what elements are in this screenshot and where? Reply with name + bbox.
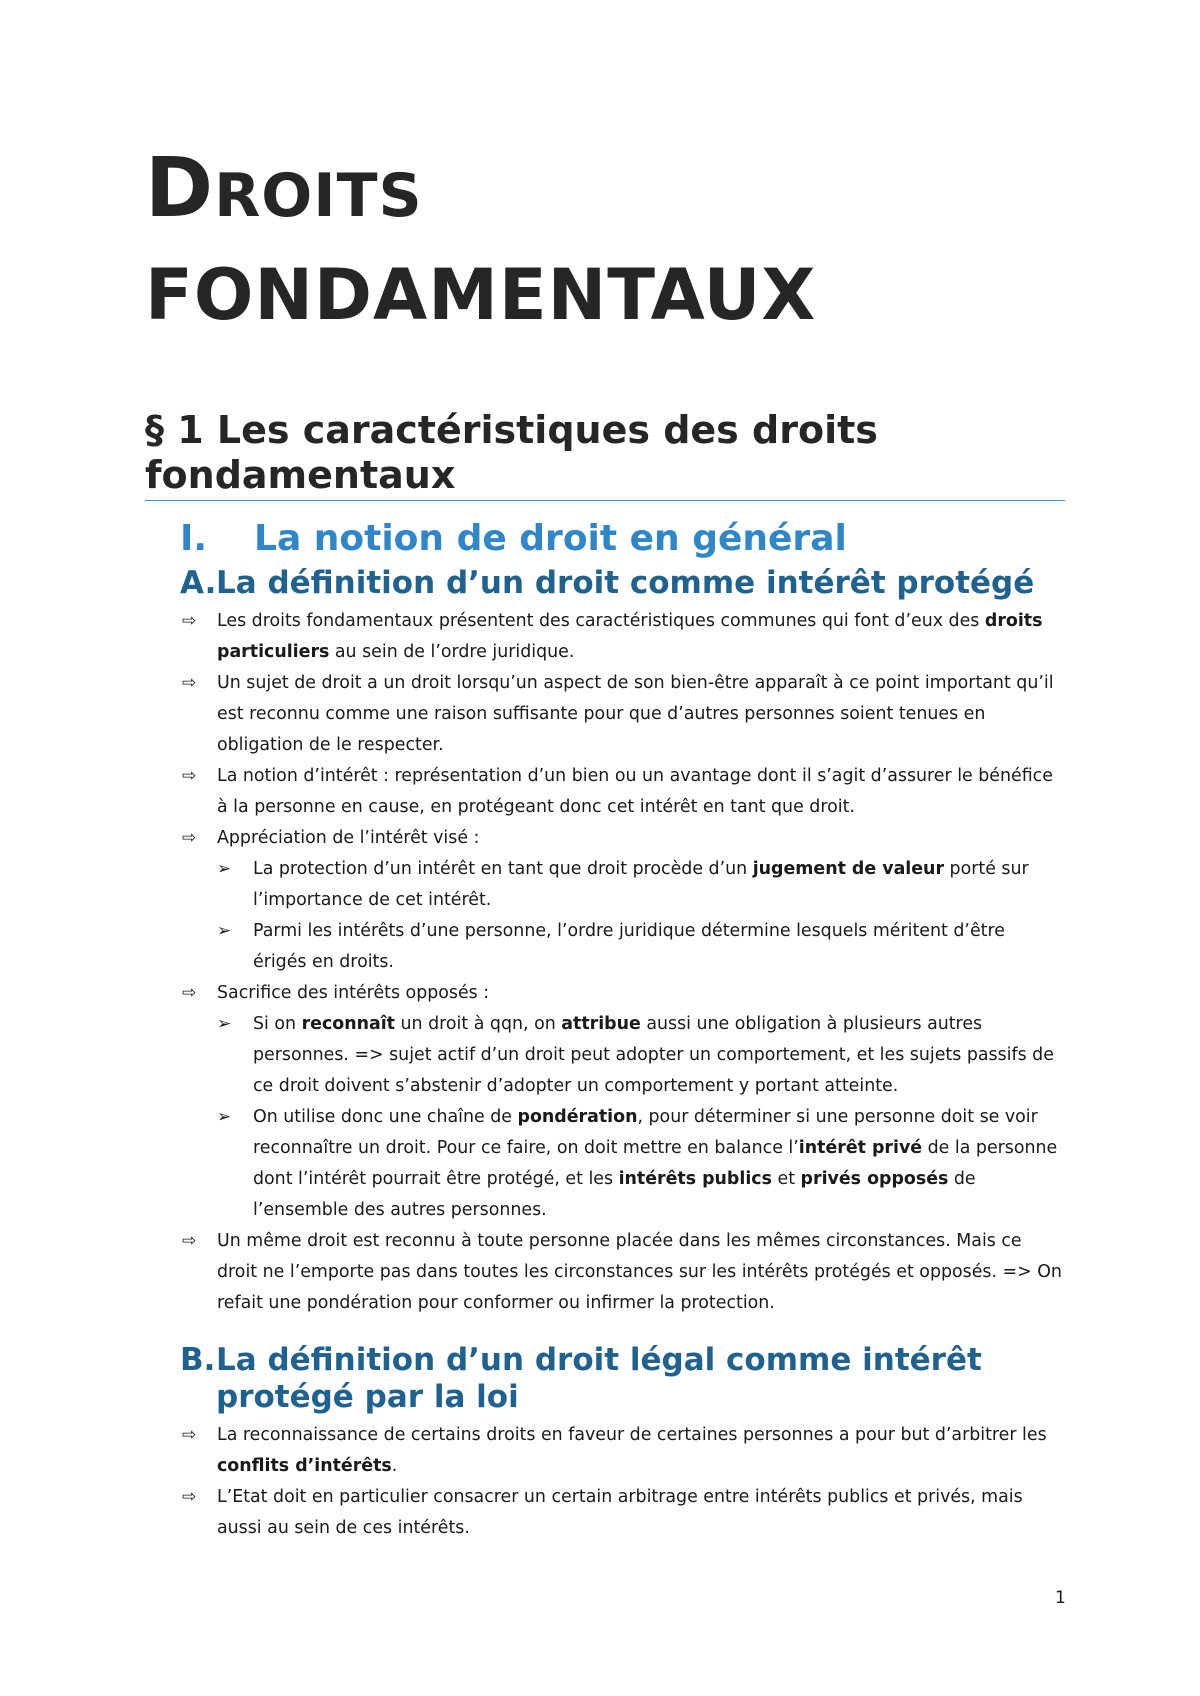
outline-arrow-right-icon: ⇨: [182, 983, 197, 1003]
outline-arrow-right-icon: ⇨: [182, 611, 197, 631]
list-item: ⇨ L’Etat doit en particulier consacrer un certain arbitrage entre intérêts publics et privés, mais aussi au sein de ces intérêts.: [182, 1482, 1062, 1544]
outline-arrow-right-icon: ⇨: [182, 673, 197, 693]
heading-part-I: I. La notion de droit en général: [180, 518, 847, 559]
filled-arrowhead-icon: ➢: [217, 1107, 232, 1127]
sub-list-item: ➢ La protection d’un intérêt en tant que droit procède d’un jugement de valeur porté sur l’importance de cet intérêt.: [217, 854, 1062, 916]
heading-part-B: B.La définition d’un droit légal comme intérêt protégé par la loi: [180, 1342, 982, 1415]
outline-arrow-right-icon: ⇨: [182, 1231, 197, 1251]
outline-arrow-right-icon: ⇨: [182, 1425, 197, 1445]
page-number: 1: [1055, 1588, 1066, 1608]
outline-arrow-right-icon: ⇨: [182, 766, 197, 786]
list-item: ⇨ La reconnaissance de certains droits en faveur de certaines personnes a pour but d’arbitrer les conflits d’intérêts.: [182, 1420, 1062, 1482]
list-item: ⇨ Sacrifice des intérêts opposés :: [182, 978, 1062, 1009]
sub-list-item: ➢ Si on reconnaît un droit à qqn, on attribue aussi une obligation à plusieurs autres personnes. => sujet actif d’un droit peut adopter un comportement, et les sujets passifs de ce droit doivent s’abstenir d’adopter un comportement y portant atteinte.: [217, 1009, 1062, 1102]
filled-arrowhead-icon: ➢: [217, 921, 232, 941]
filled-arrowhead-icon: ➢: [217, 859, 232, 879]
sub-list: [217, 1009, 1062, 1226]
list-item: ⇨ La notion d’intérêt : représentation d’un bien ou un avantage dont il s’agit d’assurer le bénéfice à la personne en cause, en protégeant donc cet intérêt en tant que droit.: [182, 761, 1062, 823]
bullet-list-A: [182, 606, 1062, 1319]
list-item: ⇨ Appréciation de l’intérêt visé :: [182, 823, 1062, 854]
outline-arrow-right-icon: ⇨: [182, 1487, 197, 1507]
title-line-1: DROITS: [145, 141, 423, 236]
document-title: [145, 141, 817, 336]
filled-arrowhead-icon: ➢: [217, 1014, 232, 1034]
list-item: ⇨ Un même droit est reconnu à toute personne placée dans les mêmes circonstances. Mais ce droit ne l’emporte pas dans toutes les circonstances sur les intérêts protégés et opposés. => On refait une pondération pour conformer ou infirmer la protection.: [182, 1226, 1062, 1319]
heading-part-A: A.La définition d’un droit comme intérêt protégé: [180, 565, 1035, 601]
sub-list-item: ➢ Parmi les intérêts d’une personne, l’ordre juridique détermine lesquels méritent d’être érigés en droits.: [217, 916, 1062, 978]
bullet-list-B: [182, 1420, 1062, 1544]
sub-list: [217, 854, 1062, 978]
title-line-2: FONDAMENTAUX: [145, 254, 817, 336]
outline-arrow-right-icon: ⇨: [182, 828, 197, 848]
list-item: ⇨ Les droits fondamentaux présentent des caractéristiques communes qui font d’eux des droits particuliers au sein de l’ordre juridique.: [182, 606, 1062, 668]
list-item: ⇨ Un sujet de droit a un droit lorsqu’un aspect de son bien-être apparaît à ce point important qu’il est reconnu comme une raison suffisante pour que d’autres personnes soient tenues en obligation de le respecter.: [182, 668, 1062, 761]
sub-list-item: ➢ On utilise donc une chaîne de pondération, pour déterminer si une personne doit se voir reconnaître un droit. Pour ce faire, on doit mettre en balance l’intérêt privé de la personne dont l’intérêt pourrait être protégé, et les intérêts publics et privés opposés de l’ensemble des autres personnes.: [217, 1102, 1062, 1226]
sub-list-container: [182, 1009, 1062, 1226]
sub-list-container: [182, 854, 1062, 978]
section-heading: § 1 Les caractéristiques des droits fondamentaux: [145, 408, 1065, 501]
